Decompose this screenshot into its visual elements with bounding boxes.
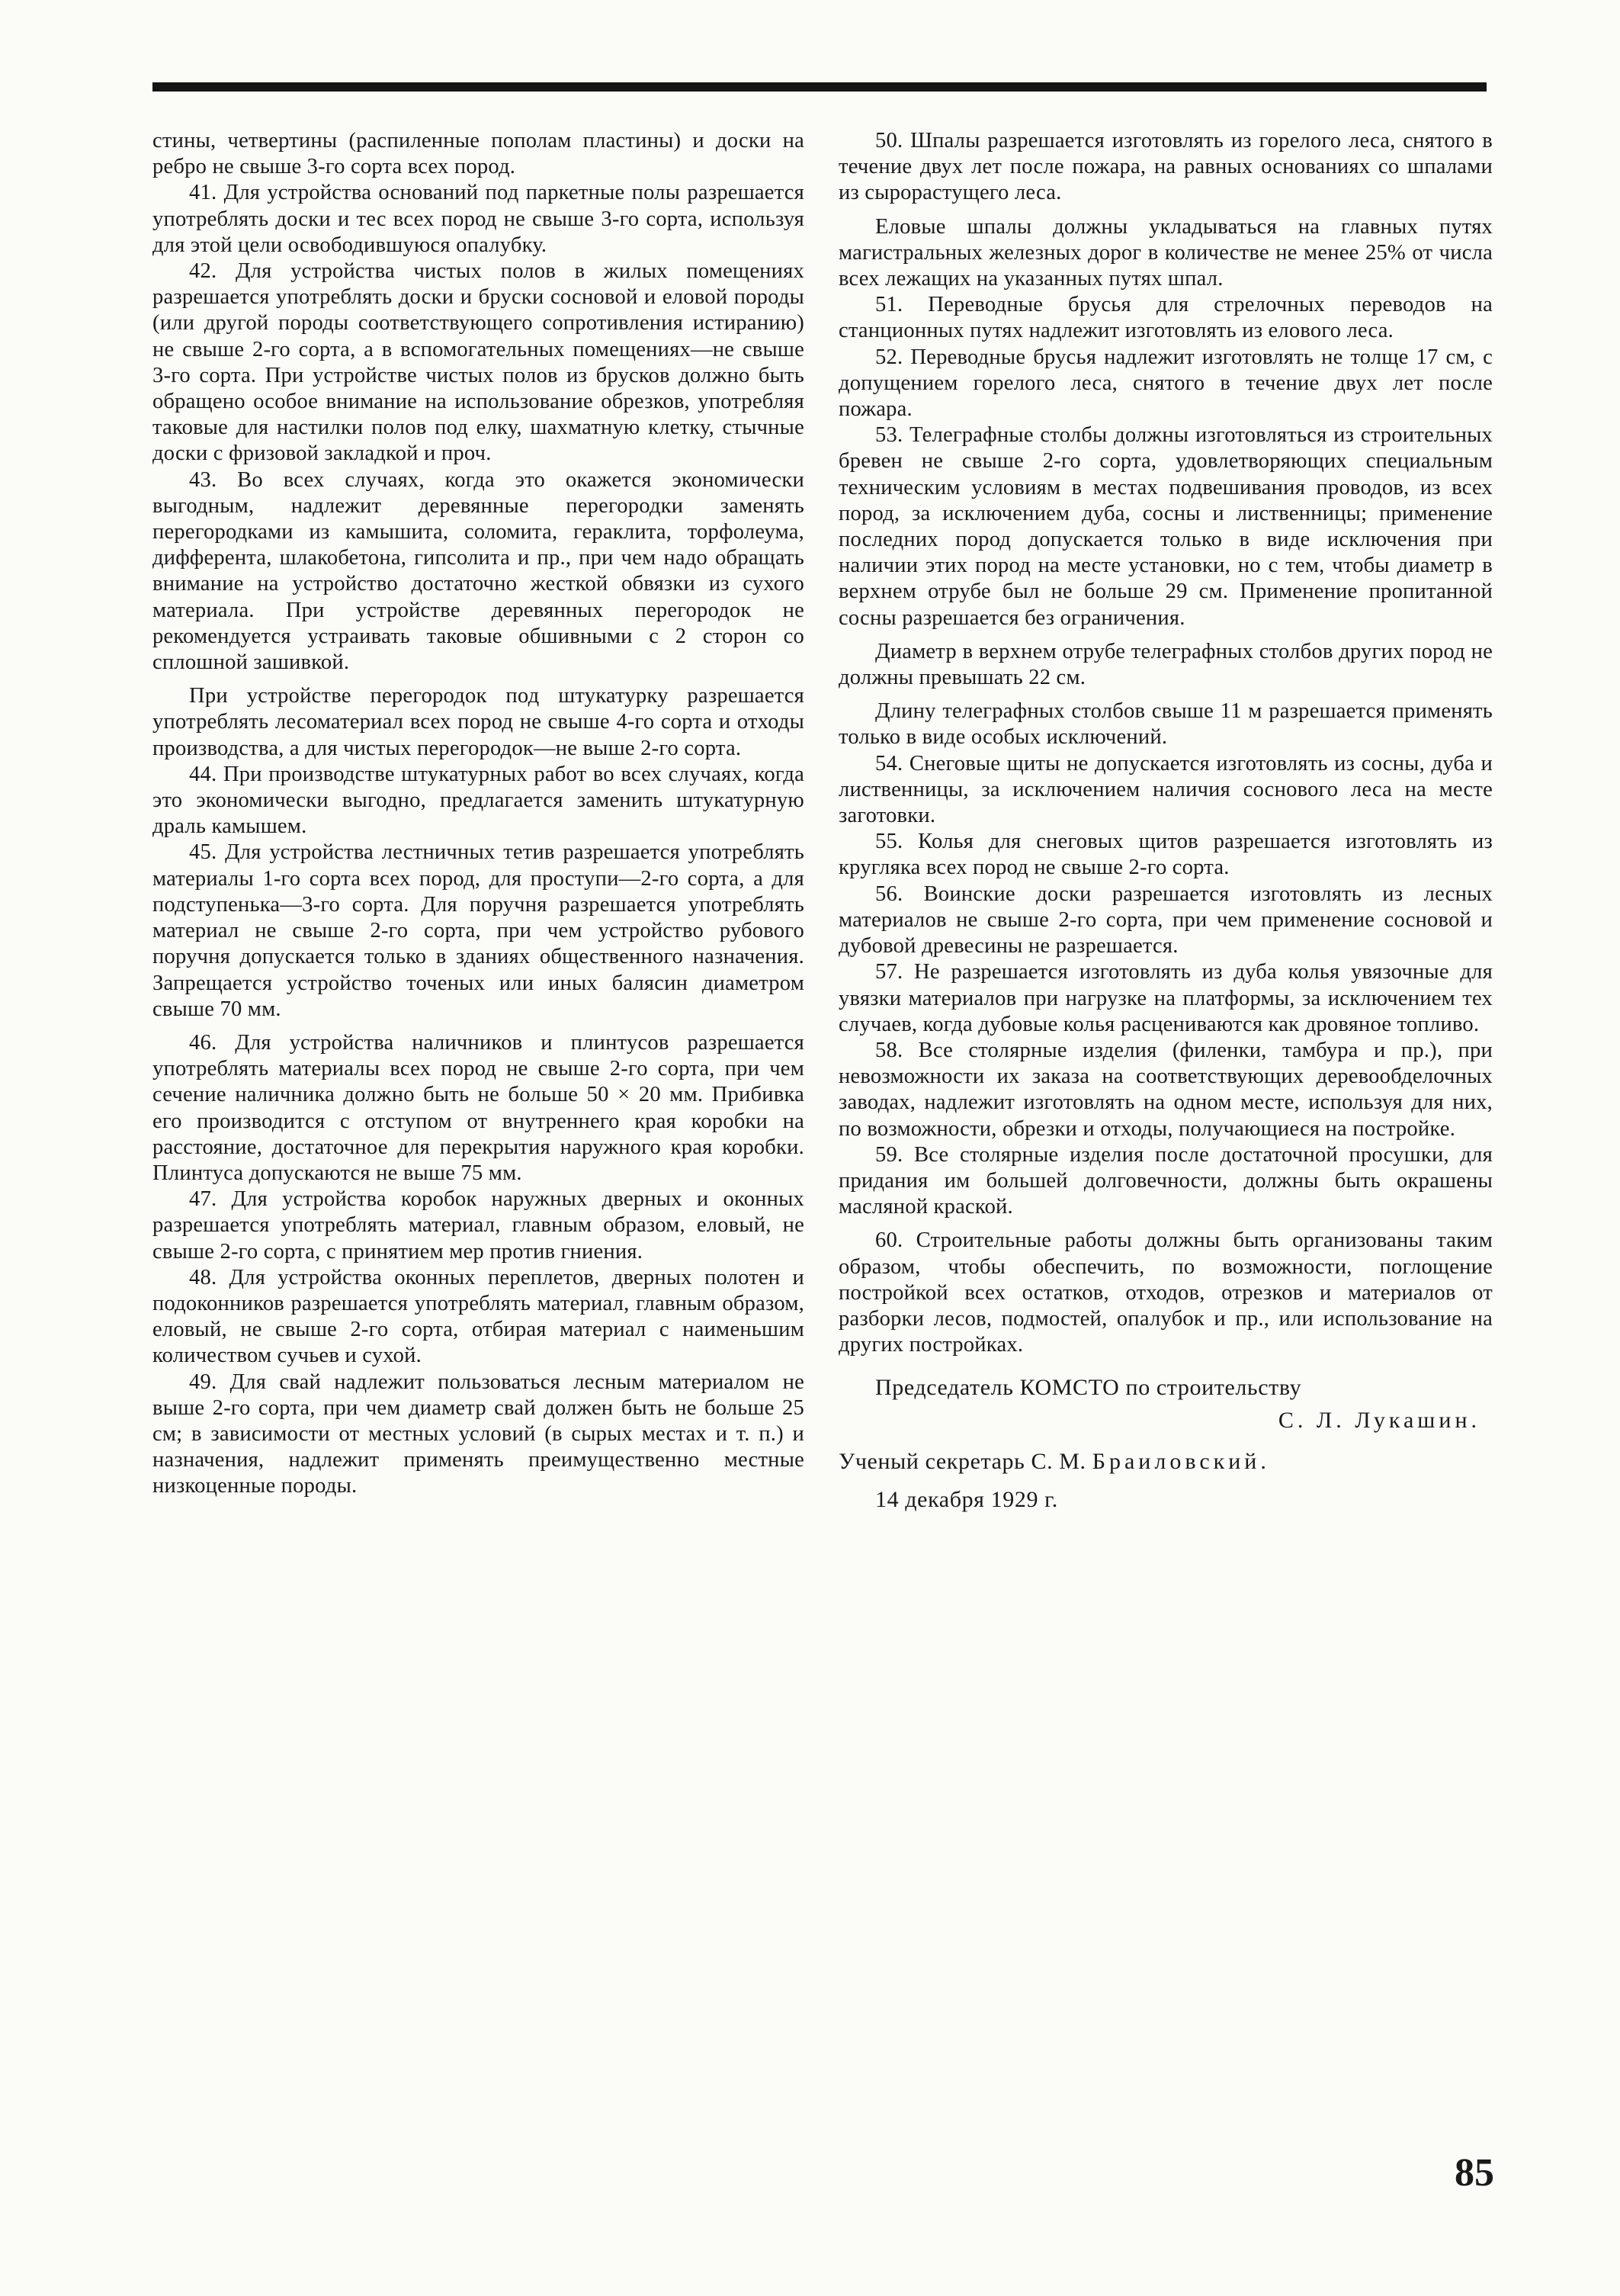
secretary-title: Ученый секретарь С. М. bbox=[839, 1448, 1086, 1474]
page-number: 85 bbox=[1455, 2151, 1494, 2195]
paragraph: 48. Для устройства оконных переплетов, дверных полотен и подоконников разрешается употреблять материал, главным образом, еловый, не свыше 2-го сорта, отбирая материал с наименьшим количеством сучьев и сухой. bbox=[152, 1265, 804, 1368]
left-column bbox=[152, 128, 804, 1500]
paragraph: 47. Для устройства коробок наружных дверных и оконных разрешается употреблять материал, главным образом, еловый, не свыше 2-го сорта, с принятием мер против гниения. bbox=[152, 1187, 804, 1264]
paragraph: 59. Все столярные изделия после достаточной просушки, для придания им большей долговечности, должны быть окрашены масляной краской. bbox=[839, 1142, 1493, 1219]
paragraph: 45. Для устройства лестничных тетив разрешается употреблять материалы 1-го сорта всех пород, для проступи—2-го сорта, а для подступенька—3-го сорта. Для поручня разрешается употреблять материал не свыше 2-го сорта, при чем устройство рубового поручня допускается только в зданиях общественного назначения. Запрещается устройство точеных или иных балясин диаметром свыше 70 мм. bbox=[152, 840, 804, 1021]
paragraph: 51. Переводные брусья для стрелочных переводов на станционных путях надлежит изготовлять из елового леса. bbox=[839, 293, 1493, 343]
paragraph: 56. Воинские доски разрешается изготовлять из лесных материалов не свыше 2-го сорта, при чем применение сосновой и дубовой древесины не разрешается. bbox=[839, 881, 1493, 959]
paragraph: 49. Для свай надлежит пользоваться лесным материалом не выше 2-го сорта, при чем диаметр свай должен быть не больше 25 см; в зависимости от местных условий (в сырых местах и т. п.) и назначения, надлежит применять преимущественно местные низкоценные породы. bbox=[152, 1370, 804, 1498]
right-column-paragraphs bbox=[839, 128, 1493, 1358]
paragraph: 50. Шпалы разрешается изготовлять из горелого леса, снятого в течение двух лет после пожара, на равных основаниях со шпалами из сырорастущего леса. bbox=[839, 129, 1493, 205]
paragraph: 60. Строительные работы должны быть организованы таким образом, чтобы обеспечить, по возможности, поглощение постройкой всех остатков, отходов, отрезков и материалов от разборки лесов, подмостей, опалубок и пр., или использование на других постройках. bbox=[839, 1228, 1493, 1357]
chairman-title: Председатель КОМСТО по строительству bbox=[875, 1375, 1302, 1401]
signature-block bbox=[839, 1375, 1493, 1513]
paragraph: 52. Переводные брусья надлежит изготовлять не толще 17 см, с допущением горелого леса, снятого в течение двух лет после пожара. bbox=[839, 345, 1493, 422]
top-rule bbox=[152, 82, 1487, 92]
paragraph: 55. Колья для снеговых щитов разрешается изготовлять из кругляка всех пород не свыше 2-го сорта. bbox=[839, 830, 1493, 880]
paragraph: 44. При производстве штукатурных работ во всех случаях, когда это экономически выгодно, предлагается заменить штукатурную драль камышем. bbox=[152, 762, 804, 839]
chairman-name-text: С. Л. Лукашин. bbox=[1278, 1407, 1480, 1433]
paragraph: 43. Во всех случаях, когда это окажется экономически выгодным, надлежит деревянные перегородки заменять перегородками из камышита, соломита, гераклита, торфолеума, дифферента, шлакобетона, гипсолита и пр., при чем надо обращать внимание на устройство достаточно жесткой обвязки из сухого материала. При устройстве деревянных перегородок не рекомендуется устраивать таковые обшивными с 2 сторон со сплошной зашивкой. bbox=[152, 467, 804, 675]
paragraph: Длину телеграфных столбов свыше 11 м разрешается применять только в виде особых исключений. bbox=[839, 699, 1493, 750]
paragraph: 57. Не разрешается изготовлять из дуба колья увязочные для увязки материалов при нагрузке на платформы, за исключением тех случаев, когда дубовые колья расцениваются как дровяное топливо. bbox=[839, 960, 1493, 1036]
paragraph: 53. Телеграфные столбы должны изготовляться из строительных бревен не свыше 2-го сорта, удовлетворяющих специальным техническим условиям в местах подвешивания проводов, из всех пород, за исключением дуба, сосны и лиственницы; применение последних пород допускается только в виде исключения при наличии этих пород на месте установки, но с тем, чтобы диаметр в верхнем отрубе был не больше 29 см. Применение пропитанной сосны разрешается без ограничения. bbox=[839, 423, 1493, 630]
paragraph: 41. Для устройства оснований под паркетные полы разрешается употреблять доски и тес всех пород не свыше 3-го сорта, используя для этой цели освободившуюся опалубку. bbox=[152, 181, 804, 257]
chairman-name bbox=[839, 1408, 1493, 1434]
paragraph: 58. Все столярные изделия (филенки, тамбура и пр.), при невозможности их заказа на соответствующих деревообделочных заводах, надлежит изготовлять на одном месте, используя для них, по возможности, обрезки и отходы, получающиеся на постройке. bbox=[839, 1038, 1493, 1141]
paragraph: стины, четвертины (распиленные пополам пластины) и доски на ребро не свыше 3-го сорта всех пород. bbox=[152, 129, 804, 179]
paragraph: 54. Снеговые щиты не допускается изготовлять из сосны, дуба и лиственницы, за исключением наличия соснового леса на месте заготовки. bbox=[839, 751, 1493, 828]
paragraph: Еловые шпалы должны укладываться на главных путях магистральных железных дорог в количестве не менее 25% от числа всех лежащих на указанных путях шпал. bbox=[839, 214, 1493, 291]
secretary-name: Браиловский. bbox=[1092, 1448, 1270, 1474]
document-date: 14 декабря 1929 г. bbox=[875, 1486, 1058, 1512]
secretary-line bbox=[839, 1449, 1493, 1475]
paragraph: Диаметр в верхнем отрубе телеграфных столбов других пород не должны превышать 22 см. bbox=[839, 639, 1493, 690]
paragraph: При устройстве перегородок под штукатурку разрешается употреблять лесоматериал всех пород не свыше 4-го сорта и отходы производства, а для чистых перегородок—не выше 2-го сорта. bbox=[152, 684, 804, 760]
right-column bbox=[839, 128, 1493, 1513]
paragraph: 42. Для устройства чистых полов в жилых помещениях разрешается употреблять доски и бруски сосновой и еловой породы (или другой породы соответствующего сопротивления истиранию) не свыше 2-го сорта, а в вспомогательных помещениях—не свыше 3-го сорта. При устройстве чистых полов из брусков должно быть обращено особое внимание на использование обрезков, употребляя таковые для настилки полов под елку, шахматную клетку, стычные доски с фризовой закладкой и проч. bbox=[152, 259, 804, 466]
paragraph: 46. Для устройства наличников и плинтусов разрешается употреблять материалы всех пород не свыше 2-го сорта, при чем сечение наличника должно быть не больше 50 × 20 мм. Прибивка его производится с отступом от внутреннего края коробки на расстояние, достаточное для перекрытия наружного края коробки. Плинтуса допускаются не выше 75 мм. bbox=[152, 1030, 804, 1185]
